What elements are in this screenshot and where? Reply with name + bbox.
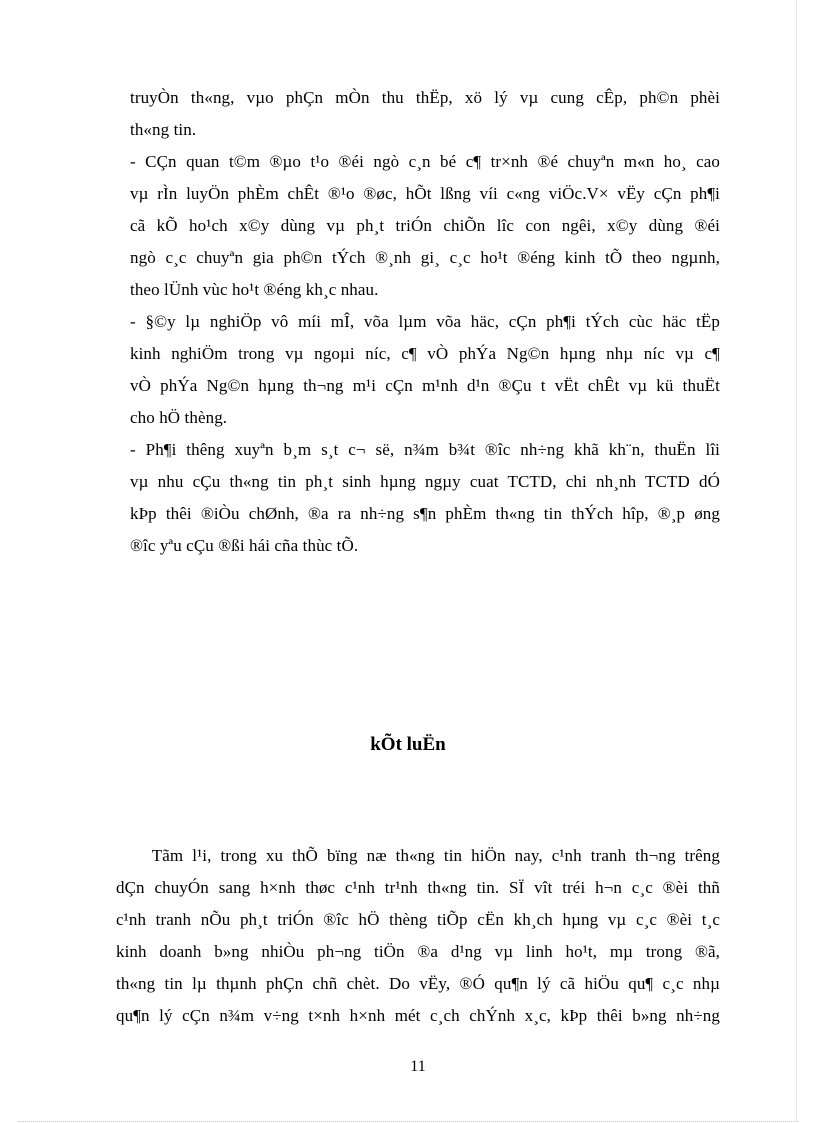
text-line: kinh doanh b»ng nhiÒu ph¬ng tiÖn ®a d¹ng vµ linh ho¹t, mµ trong ®ã, bbox=[116, 942, 720, 961]
text-line: Tãm l¹i, trong xu thÕ bïng næ th«ng tin hiÖn nay, c¹nh tranh th¬ng trêng bbox=[116, 846, 720, 865]
text-line: - §©y lµ nghiÖp vô míi mÎ, võa lµm võa häc, cÇn ph¶i tÝch cùc häc tËp bbox=[130, 312, 720, 331]
text-line: kÞp thêi ®iÒu chØnh, ®a ra nh÷ng s¶n phÈm th«ng tin thÝch hîp, ®¸p øng bbox=[130, 504, 720, 523]
page-right-border bbox=[796, 0, 797, 1121]
text-line: dÇn chuyÓn sang h×nh thøc c¹nh tr¹nh th«ng tin. SÏ vît tréi h¬n c¸c ®èi thñ bbox=[116, 878, 720, 897]
text-line: vµ nhu cÇu th«ng tin ph¸t sinh hµng ngµy cuat TCTD, chi nh¸nh TCTD dÓ bbox=[130, 472, 720, 491]
text-line: kinh nghiÖm trong vµ ngoµi níc, c¶ vÒ phÝa Ng©n hµng nhµ níc vµ c¶ bbox=[130, 344, 720, 363]
paragraph-bullet-learning bbox=[130, 306, 720, 434]
paragraph-conclusion bbox=[116, 840, 720, 1032]
text-line: theo lÜnh vùc ho¹t ®éng kh¸c nhau. bbox=[130, 280, 379, 299]
text-line: - CÇn quan t©m ®µo t¹o ®éi ngò c¸n bé c¶ tr×nh ®é chuyªn m«n ho¸ cao bbox=[130, 152, 720, 171]
text-line: - Ph¶i thêng xuyªn b¸m s¸t c¬ së, n¾m b¾t ®îc nh÷ng khã kh¨n, thuËn lîi bbox=[130, 440, 720, 459]
paragraph-bullet-training bbox=[130, 146, 720, 306]
page-number: 11 bbox=[410, 1058, 426, 1075]
section-heading: kÕt luËn bbox=[370, 734, 446, 755]
text-line: c¹nh tranh nÕu ph¸t triÓn ®îc hÖ thèng tiÕp cËn kh¸ch hµng vµ c¸c ®èi t¸c bbox=[116, 910, 720, 929]
text-line: ngò c¸c chuyªn gia ph©n tÝch ®¸nh gi¸ c¸c ho¹t ®éng kinh tÕ theo ngµnh, bbox=[130, 248, 720, 267]
text-line: cã kÕ ho¹ch x©y dùng vµ ph¸t triÓn chiÕn lîc con ngêi, x©y dùng ®éi bbox=[130, 216, 720, 235]
text-line: cho hÖ thèng. bbox=[130, 408, 228, 427]
body-text-conclusion bbox=[116, 840, 720, 1032]
text-line: th«ng tin lµ thµnh phÇn chñ chèt. Do vËy, ®Ó qu¶n lý cã hiÖu qu¶ c¸c nhµ bbox=[116, 974, 720, 993]
text-line: truyÒn th«ng, vµo phÇn mÒn thu thËp, xö lý vµ cung cÊp, ph©n phèi bbox=[130, 88, 720, 107]
text-line: th«ng tin. bbox=[130, 120, 197, 139]
paragraph-bullet-monitoring bbox=[130, 434, 720, 562]
text-line: ®îc yªu cÇu ®ßi hái cña thùc tÕ. bbox=[130, 536, 359, 555]
paragraph-intro bbox=[130, 82, 720, 146]
text-line: vµ rÌn luyÖn phÈm chÊt ®¹o ®øc, hÕt lßng víi c«ng viÖc.V× vËy cÇn ph¶i bbox=[130, 184, 720, 203]
text-line: vÒ phÝa Ng©n hµng th¬ng m¹i cÇn m¹nh d¹n ®Çu t vËt chÊt vµ kü thuËt bbox=[130, 376, 720, 395]
body-text-top bbox=[130, 82, 720, 562]
page-bottom-border bbox=[18, 1121, 798, 1122]
text-line: qu¶n lý cÇn n¾m v÷ng t×nh h×nh mét c¸ch chÝnh x¸c, kÞp thêi b»ng nh÷ng bbox=[116, 1006, 720, 1025]
